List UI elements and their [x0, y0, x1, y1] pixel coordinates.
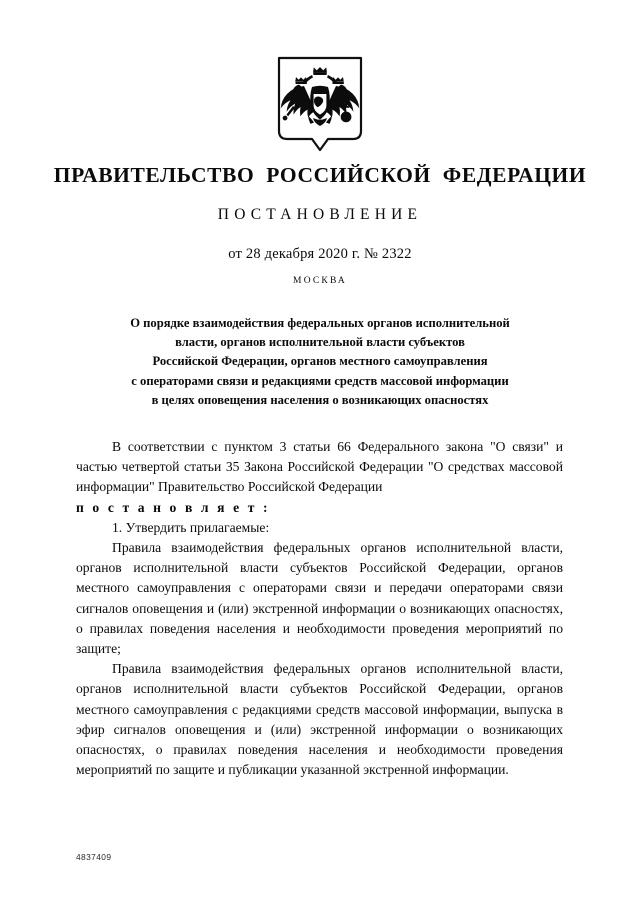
footer-document-code: 4837409 [76, 852, 112, 862]
coat-of-arms-container [0, 55, 640, 155]
title-line-3: Российской Федерации, органов местного самоуправления [152, 354, 488, 369]
document-body [76, 437, 563, 780]
preamble-text: В соответствии с пунктом 3 статьи 66 Федерального закона "О связи" и частью четвертой статьи 35 Закона Российской Федерации "О средствах массовой информации" Правительство Российской Федерации [76, 439, 563, 495]
clause-1-paragraph: 1. Утвердить прилагаемые: [112, 519, 270, 535]
title-line-4: с операторами связи и редакциями средств массовой информации [131, 373, 509, 388]
city-line: МОСКВА [293, 275, 347, 286]
rules-2-paragraph: Правила взаимодействия федеральных органов исполнительной власти, органов исполнительной власти субъектов Российской Федерации, органов местного самоуправления с редакциями средств массовой информации, выпуска в эфир сигналов оповещения и (или) экстренной информации о возникающих опасностях, о правилах поведения населения и необходимости проведения мероприятий по защите и публикации указанной экстренной информации. [76, 661, 563, 778]
title-line-5: в целях оповещения населения о возникающих опасностях [151, 392, 489, 407]
document-type-heading: ПОСТАНОВЛЕНИЕ [217, 205, 423, 223]
resolve-word: п о с т а н о в л я е т : [76, 499, 271, 515]
date-and-number-line: от 28 декабря 2020 г. № 2322 [228, 245, 412, 262]
document-title [70, 314, 570, 410]
government-title: ПРАВИТЕЛЬСТВО РОССИЙСКОЙ ФЕДЕРАЦИИ [53, 163, 587, 187]
title-line-2: власти, органов исполнительной власти субъектов [175, 335, 465, 350]
rules-1-paragraph: Правила взаимодействия федеральных органов исполнительной власти, органов исполнительной власти субъектов Российской Федерации, органов местного самоуправления с операторами связи и передачи операторами связи сигналов оповещения и (или) экстренной информации о возникающих опасностях, о правилах поведения населения и необходимости проведения мероприятий по защите; [76, 540, 563, 657]
resolve-line [76, 498, 563, 518]
document-header [0, 164, 640, 286]
russian-coat-of-arms-icon [272, 55, 368, 155]
preamble-paragraph [76, 437, 563, 498]
title-line-1: О порядке взаимодействия федеральных органов исполнительной [130, 316, 510, 330]
